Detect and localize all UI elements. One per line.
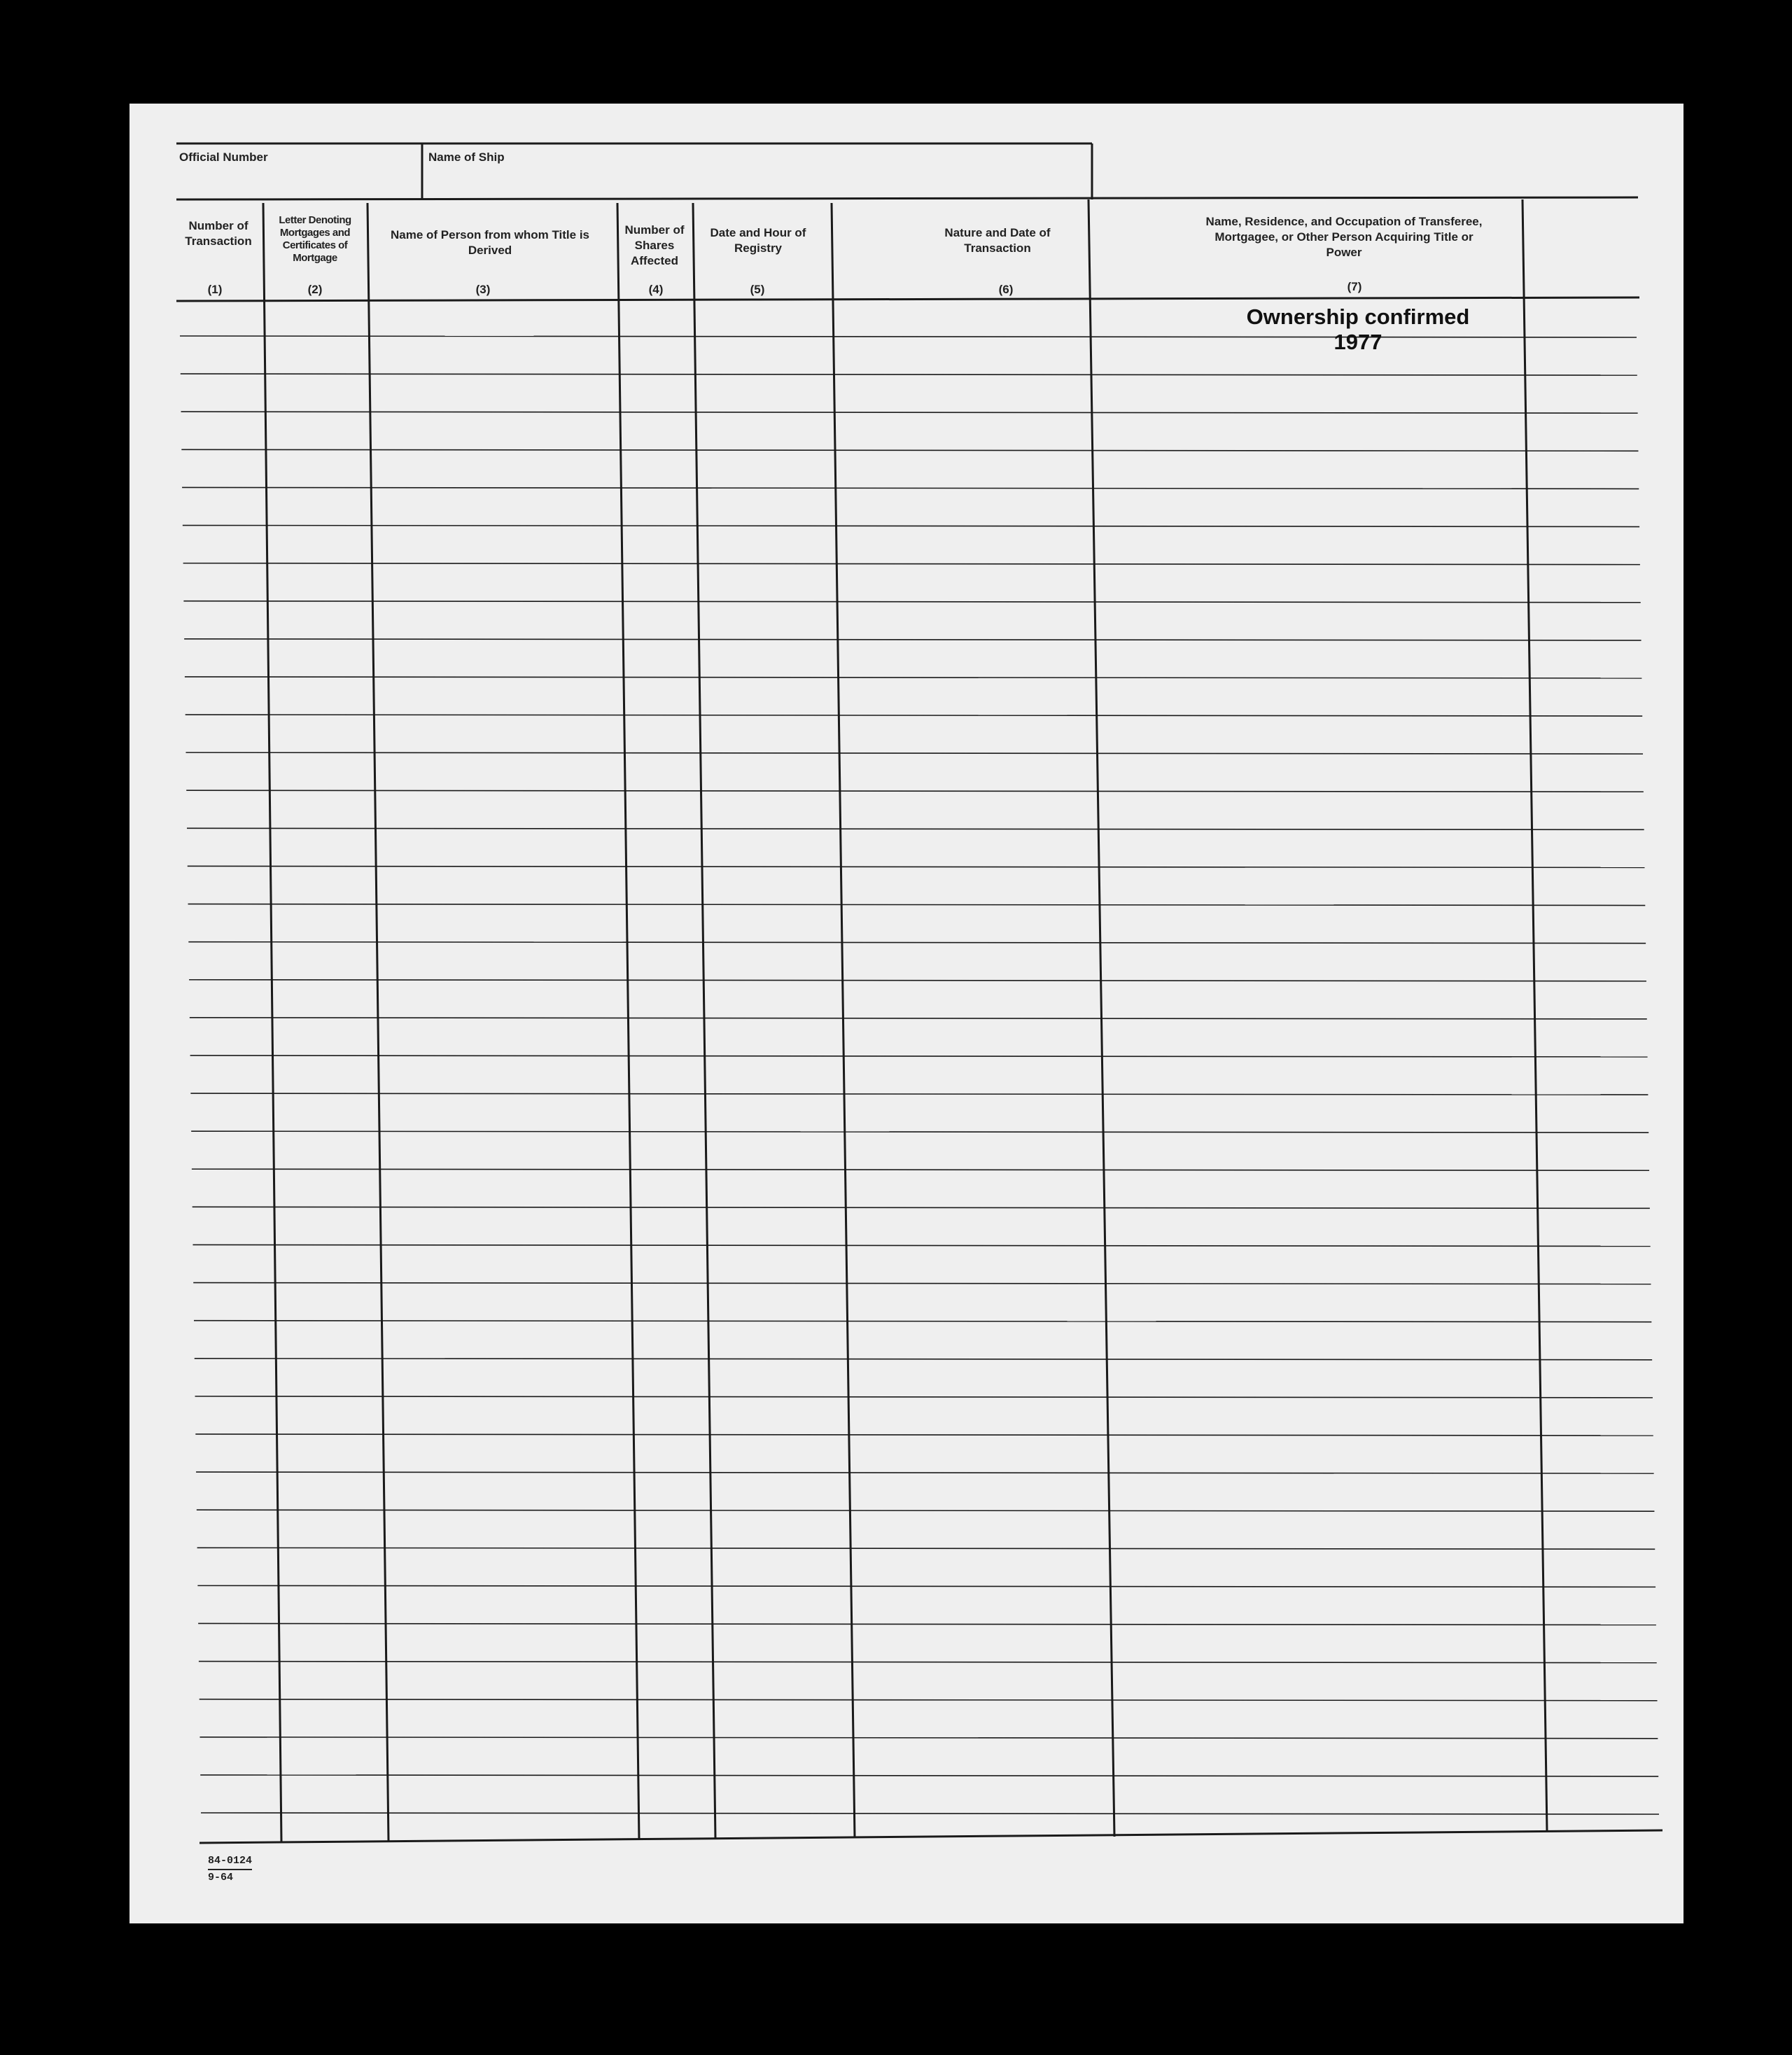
column-header-1: Number of Transaction xyxy=(185,219,252,248)
column-header-6: Nature and Date of Transaction xyxy=(944,226,1051,255)
column-number-7: (7) xyxy=(1347,280,1362,293)
column-header-7: Name, Residence, and Occupation of Transferee, Mortgagee, or Other Person Acquiring Title or Power xyxy=(1205,215,1483,259)
ledger-row-line xyxy=(201,1813,1659,1814)
ledger-row-line xyxy=(192,1244,1650,1246)
ledger-row-line xyxy=(200,1737,1658,1739)
ledger-row-line xyxy=(195,1396,1653,1398)
ship-name-label: Name of Ship xyxy=(428,150,505,164)
ledger-row-line xyxy=(200,1699,1658,1701)
ledger-row-line xyxy=(194,1321,1651,1322)
column-number-3: (3) xyxy=(475,283,491,296)
column-header-4: Number of Shares Affected xyxy=(624,223,685,267)
ledger-row-line xyxy=(200,1775,1658,1776)
ownership-stamp: Ownership confirmed 1977 xyxy=(1246,304,1470,354)
ledger-row-line xyxy=(183,563,1640,565)
column-divider xyxy=(693,203,715,1839)
ledger-row-line xyxy=(190,1018,1647,1019)
ledger-bottom-rule xyxy=(200,1830,1662,1843)
form-date: 9-64 xyxy=(208,1872,234,1884)
ledger-row-line xyxy=(186,752,1643,754)
ledger-row-line xyxy=(192,1169,1649,1170)
ledger-row-line xyxy=(198,1623,1656,1625)
column-header-2: Letter Denoting Mortgages and Certificates of Mortgage xyxy=(279,214,351,264)
ledger-row-line xyxy=(188,904,1646,906)
column-number-4: (4) xyxy=(648,283,664,296)
ledger-row-line xyxy=(183,526,1639,527)
ledger-row-line xyxy=(187,828,1644,829)
ledger-row-line xyxy=(186,715,1643,716)
ledger-row-line xyxy=(199,1662,1657,1663)
ledger-row-line xyxy=(191,1131,1648,1132)
ledger-row-line xyxy=(197,1548,1656,1549)
column-header-rule xyxy=(176,297,1639,301)
column-divider xyxy=(617,203,639,1839)
ledger-row-line xyxy=(188,866,1645,867)
column-divider xyxy=(368,203,388,1841)
column-divider xyxy=(263,203,281,1842)
ledger-row-line xyxy=(182,487,1639,489)
ledger-row-line xyxy=(190,1093,1648,1095)
column-header-5: Date and Hour of Registry xyxy=(710,226,806,255)
ledger-row-line xyxy=(181,374,1637,375)
ledger-row-line xyxy=(189,980,1646,981)
column-number-2: (2) xyxy=(307,283,323,296)
column-number-6: (6) xyxy=(998,283,1014,296)
ledger-row-line xyxy=(196,1472,1654,1473)
ledger-row-line xyxy=(195,1359,1652,1360)
header-bottom-line xyxy=(176,197,1638,199)
ledger-row-line xyxy=(190,1055,1648,1057)
column-number-5: (5) xyxy=(750,283,765,296)
ledger-row-line xyxy=(184,639,1641,640)
ledger-row-line xyxy=(186,790,1644,792)
ledger-row-line xyxy=(197,1510,1655,1511)
ledger-row-line xyxy=(181,412,1638,413)
ledger-row-line xyxy=(193,1283,1651,1284)
ledger-row-line xyxy=(183,601,1640,603)
ledger-row-line xyxy=(192,1207,1650,1208)
ledger-row-line xyxy=(188,942,1646,944)
column-number-1: (1) xyxy=(207,283,223,296)
ledger-row-line xyxy=(195,1434,1653,1436)
ledger-row-line xyxy=(197,1585,1656,1587)
column-header-3: Name of Person from whom Title is Derived xyxy=(390,228,590,257)
form-number xyxy=(208,1853,252,1886)
ledger-row-line xyxy=(181,449,1638,451)
form-code: 84-0124 xyxy=(208,1853,252,1870)
official-number-label: Official Number xyxy=(179,150,268,164)
column-divider xyxy=(832,203,855,1838)
ledger-row-line xyxy=(185,677,1642,678)
